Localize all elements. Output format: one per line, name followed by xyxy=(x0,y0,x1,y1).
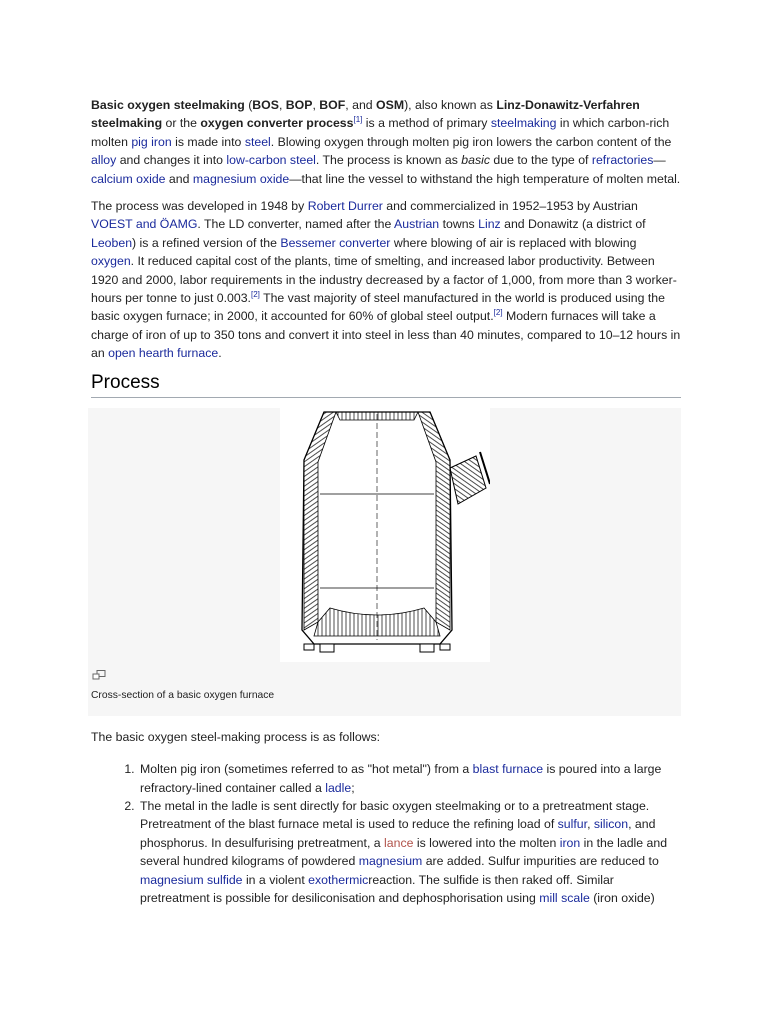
link-steel[interactable]: steel xyxy=(244,134,271,149)
link-bessemer-converter[interactable]: Bessemer converter xyxy=(280,235,391,250)
text: and xyxy=(165,171,193,186)
text: , xyxy=(278,98,286,112)
text: and Donawitz (a district of xyxy=(500,217,646,232)
term-bof: BOF xyxy=(319,98,346,112)
term-osm: OSM xyxy=(376,98,405,112)
term-ocp: oxygen converter process xyxy=(200,116,354,131)
text: or the xyxy=(162,116,201,131)
figure-caption: Cross-section of a basic oxygen furnace xyxy=(91,689,275,701)
text: Molten pig iron (sometimes referred to as "hot metal") from a xyxy=(140,762,473,777)
text: , and xyxy=(345,98,377,112)
intro-paragraph xyxy=(91,96,681,188)
text: . It reduced capital cost of the plants, time of smelting, and increased labor productivity. Between 1920 and 2000, labor requirements in the industry decreased by a factor of 1,000, from more than 3 worker-hours per tonne to just 0.003. xyxy=(91,254,677,306)
link-lance[interactable]: lance xyxy=(384,835,414,850)
history-paragraph xyxy=(91,197,681,363)
link-low-carbon-steel[interactable]: low-carbon steel xyxy=(226,153,316,168)
citation-2-second[interactable] xyxy=(494,308,503,317)
section-heading-process: Process xyxy=(91,372,681,398)
link-voest[interactable]: VOEST and ÖAMG xyxy=(91,217,198,232)
link-calcium-oxide[interactable]: calcium oxide xyxy=(91,171,166,186)
link-blast-furnace[interactable]: blast furnace xyxy=(472,762,544,777)
text: ) is a refined version of the xyxy=(132,235,281,250)
text: ), also known as xyxy=(404,98,497,112)
text: towns xyxy=(439,217,479,232)
text: Modern furnaces will take a charge of iron of up to 350 tons and convert it into steel in less than 40 minutes, compared to 10–12 hours in an xyxy=(91,309,681,361)
link-oxygen[interactable]: oxygen xyxy=(91,254,131,269)
text: are added. Sulfur impurities are reduced to xyxy=(422,854,659,869)
figure-container xyxy=(88,408,681,716)
text: —that line the vessel to withstand the high temperature of molten metal. xyxy=(289,171,681,186)
term-basic: basic xyxy=(461,153,490,168)
link-open-hearth-furnace[interactable]: open hearth furnace xyxy=(108,346,219,361)
text: (iron oxide) xyxy=(589,890,655,905)
text: and commercialized in 1952–1953 by Austrian xyxy=(382,199,638,214)
text: . The LD converter, named after the xyxy=(197,217,395,232)
text: is lowered into the molten xyxy=(413,835,560,850)
link-robert-durrer[interactable]: Robert Durrer xyxy=(307,199,383,214)
text: reaction. The sulfide is then raked off. Similar pretreatment is possible for desiliconisation and dephosphorisation using xyxy=(140,872,614,905)
link-silicon[interactable]: silicon xyxy=(593,817,629,832)
text: in the ladle and several hundred kilograms of powdered xyxy=(140,835,668,869)
link-magnesium-sulfide[interactable]: magnesium sulfide xyxy=(140,872,243,887)
magnify-clip-icon[interactable] xyxy=(92,670,106,680)
link-ladle[interactable]: ladle xyxy=(325,780,352,795)
article-content xyxy=(91,96,681,907)
link-sulfur[interactable]: sulfur xyxy=(557,817,588,832)
link-magnesium[interactable]: magnesium xyxy=(358,854,423,869)
link-steelmaking[interactable]: steelmaking xyxy=(490,116,557,131)
text: ; xyxy=(351,780,355,795)
text: is poured into a large refractory-lined container called a xyxy=(140,762,662,795)
link-magnesium-oxide[interactable]: magnesium oxide xyxy=(192,171,290,186)
text: where blowing of air is replaced with blowing xyxy=(390,235,637,250)
citation-link[interactable]: [1] xyxy=(353,115,363,125)
link-linz[interactable]: Linz xyxy=(478,217,501,232)
link-exothermic[interactable]: exothermic xyxy=(308,872,369,887)
link-leoben[interactable]: Leoben xyxy=(91,235,133,250)
text: . The process is known as xyxy=(315,153,462,168)
text: , xyxy=(312,98,320,112)
citation-link[interactable]: [2] xyxy=(493,308,503,318)
list-item xyxy=(138,760,681,797)
text: The process was developed in 1948 by xyxy=(91,199,308,214)
text: due to the type of xyxy=(490,153,592,168)
term-bos: BOS xyxy=(252,98,279,112)
text: ( xyxy=(244,98,253,112)
text: — xyxy=(653,153,666,168)
process-intro: The basic oxygen steel-making process is as follows: xyxy=(91,729,381,744)
text: in which carbon-rich molten xyxy=(91,116,670,149)
term-bos-full: Basic oxygen steelmaking xyxy=(91,98,245,112)
text: The metal in the ladle is sent directly for basic oxygen steelmaking or to a pretreatment stage. Pretreatment of the blast furnace metal is used to reduce the refining load of xyxy=(140,798,650,832)
link-austrian[interactable]: Austrian xyxy=(394,217,440,232)
citation-link[interactable]: [2] xyxy=(250,289,260,299)
text: , xyxy=(587,817,594,832)
link-pig-iron[interactable]: pig iron xyxy=(131,134,172,149)
link-mill-scale[interactable]: mill scale xyxy=(539,890,590,905)
citation-2[interactable] xyxy=(251,290,260,299)
text: and changes it into xyxy=(116,153,227,168)
text: is a method of primary xyxy=(362,116,491,131)
text: . xyxy=(218,346,222,361)
link-iron[interactable]: iron xyxy=(559,835,581,850)
term-ld: Linz-Donawitz-Verfahren steelmaking xyxy=(91,98,640,131)
furnace-image[interactable] xyxy=(280,408,490,662)
text: The vast majority of steel manufactured in the world is produced using the basic oxygen furnace; in 2000, it accounted for 60% of global steel output. xyxy=(91,291,665,324)
process-steps-list xyxy=(91,760,681,907)
text: , and phosphorus. In desulfurising pretreatment, a xyxy=(140,817,656,850)
furnace-cross-section-diagram xyxy=(280,408,490,662)
term-bop: BOP xyxy=(285,98,313,112)
link-refractories[interactable]: refractories xyxy=(591,153,654,168)
text: in a violent xyxy=(242,872,309,887)
text: . Blowing oxygen through molten pig iron lowers the carbon content of the xyxy=(270,134,672,149)
text: is made into xyxy=(171,134,245,149)
list-item xyxy=(138,797,681,907)
link-alloy[interactable]: alloy xyxy=(91,153,117,168)
